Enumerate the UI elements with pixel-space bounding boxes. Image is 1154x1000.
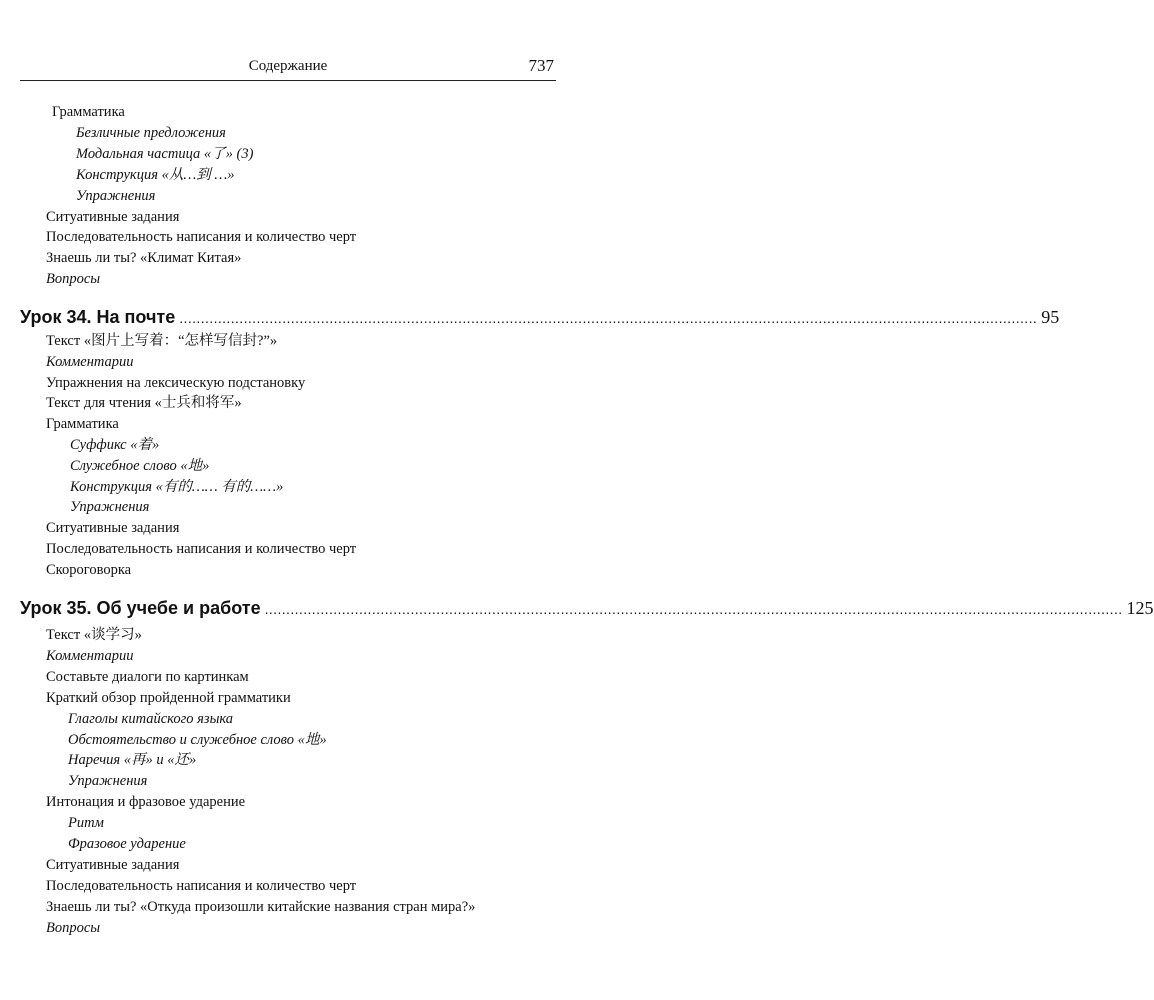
toc-entry[interactable]: Вопросы: [46, 919, 101, 936]
toc-entry[interactable]: Комментарии: [46, 353, 134, 370]
toc-entry[interactable]: Текст «谈学习»: [46, 627, 142, 643]
toc-entry[interactable]: Глаголы китайского языка: [68, 710, 234, 727]
leader-dots: ........................................................................................................................................................................................................: [264, 601, 1123, 617]
toc-entry[interactable]: Последовательность написания и количество черт: [46, 541, 357, 557]
leader-dots: ........................................................................................................................................................................................................: [179, 310, 1038, 326]
toc-entry[interactable]: Последовательность написания и количество черт: [46, 229, 357, 246]
toc-entry[interactable]: Упражнения на лексическую подстановку: [46, 374, 306, 391]
toc-entry[interactable]: Ситуативные задания: [46, 208, 180, 225]
lesson-title: Урок 34. На почте: [20, 307, 176, 327]
lesson-page-number: 125: [1126, 598, 1154, 618]
toc-entry[interactable]: Упражнения: [70, 499, 150, 516]
toc-entry[interactable]: Модальная частица «了» (3): [76, 145, 254, 162]
lesson-title: Урок 35. Об учебе и работе: [20, 598, 261, 618]
toc-entry[interactable]: Ситуативные задания: [46, 856, 180, 873]
toc-entry[interactable]: Конструкция «有的…… 有的……»: [70, 478, 284, 495]
toc-entry[interactable]: Вопросы: [46, 271, 101, 288]
toc-entry[interactable]: Комментарии: [46, 647, 134, 664]
toc-entry[interactable]: Грамматика: [52, 104, 125, 120]
toc-entry[interactable]: Скороговорка: [46, 561, 132, 578]
toc-entry[interactable]: Текст для чтения «士兵和将军»: [46, 395, 242, 412]
lesson-page-number: 95: [1041, 307, 1060, 327]
toc-entry[interactable]: Суффикс «着»: [70, 437, 160, 453]
toc-entry[interactable]: Последовательность написания и количество черт: [46, 877, 357, 894]
toc-lesson-35[interactable]: [20, 598, 1154, 624]
toc-entry[interactable]: Ритм: [68, 815, 104, 832]
toc-entry[interactable]: Служебное слово «地»: [70, 457, 210, 474]
toc-entry[interactable]: Грамматика: [46, 416, 119, 433]
running-header: [20, 56, 556, 81]
toc-entry[interactable]: Упражнения: [68, 773, 148, 790]
toc-entry[interactable]: Ситуативные задания: [46, 520, 180, 537]
toc-entry[interactable]: Составьте диалоги по картинкам: [46, 668, 249, 685]
toc-lesson-34[interactable]: [20, 307, 1060, 333]
toc-entry[interactable]: Интонация и фразовое ударение: [46, 794, 246, 811]
toc-entry[interactable]: Обстоятельство и служебное слово «地»: [68, 731, 327, 748]
toc-entry[interactable]: Фразовое ударение: [68, 836, 186, 852]
header-page-number: 737: [528, 56, 554, 75]
toc-entry[interactable]: Знаешь ли ты? «Климат Китая»: [46, 250, 242, 267]
toc-entry[interactable]: Краткий обзор пройденной грамматики: [46, 689, 291, 706]
toc-entry[interactable]: Наречия «再» и «还»: [68, 752, 197, 769]
toc-entry[interactable]: Упражнения: [76, 187, 156, 204]
toc-entry[interactable]: Конструкция «从…到 …»: [76, 166, 235, 183]
toc-entry[interactable]: Знаешь ли ты? «Откуда произошли китайские названия стран мира?»: [46, 898, 476, 915]
header-title: Содержание: [248, 58, 328, 74]
toc-entry[interactable]: Безличные предложения: [76, 124, 226, 141]
toc-entry[interactable]: Текст «图片上写着：“怎样写信封?”»: [46, 333, 278, 349]
